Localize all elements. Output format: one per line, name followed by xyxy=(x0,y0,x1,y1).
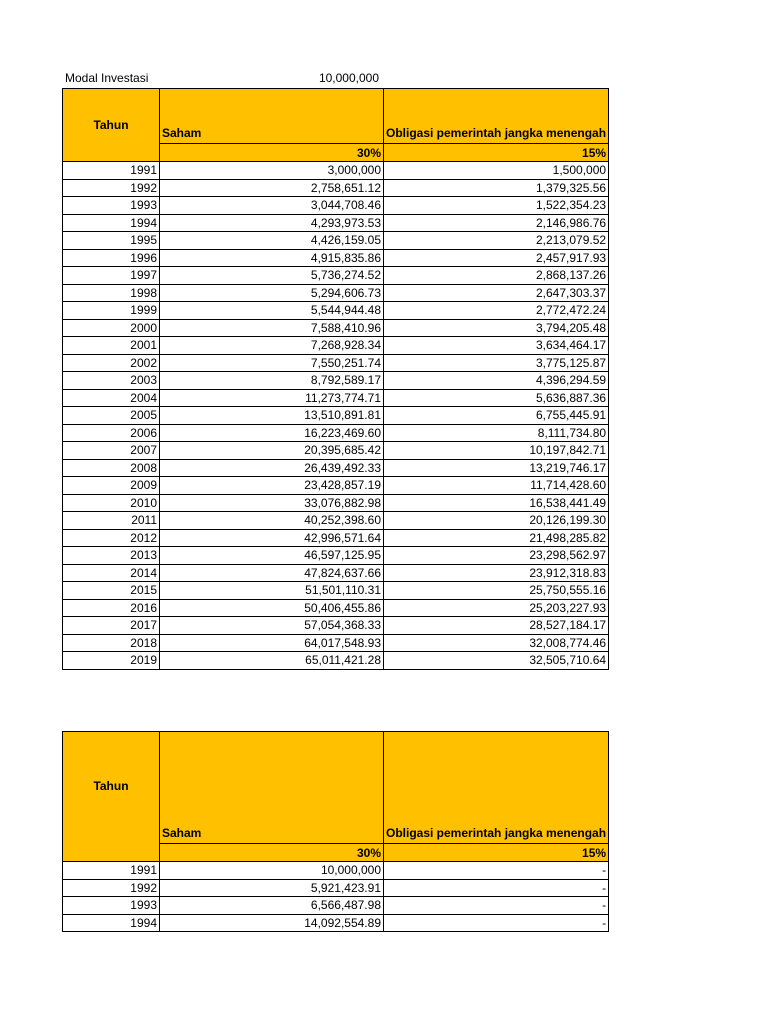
cell-year[interactable]: 2005 xyxy=(63,407,160,425)
cell-saham[interactable]: 14,092,554.89 xyxy=(160,914,384,932)
cell-saham[interactable]: 4,915,835.86 xyxy=(160,249,384,267)
table-row xyxy=(63,407,609,425)
cell-year[interactable]: 1991 xyxy=(63,862,160,880)
header-saham[interactable]: Saham xyxy=(160,732,384,844)
table-row xyxy=(63,582,609,600)
cell-saham[interactable]: 10,000,000 xyxy=(160,862,384,880)
cell-saham[interactable]: 7,550,251.74 xyxy=(160,354,384,372)
cell-obligasi[interactable]: 1,500,000 xyxy=(384,162,609,180)
cell-year[interactable]: 1998 xyxy=(63,284,160,302)
cell-saham[interactable]: 2,758,651.12 xyxy=(160,179,384,197)
cell-saham[interactable]: 6,566,487.98 xyxy=(160,897,384,915)
cell-saham[interactable]: 3,000,000 xyxy=(160,162,384,180)
cell-obligasi[interactable]: 3,634,464.17 xyxy=(384,337,609,355)
percent-saham[interactable]: 30% xyxy=(160,844,384,862)
cell-year[interactable]: 2015 xyxy=(63,582,160,600)
cell-year[interactable]: 2016 xyxy=(63,599,160,617)
modal-investasi-label: Modal Investasi xyxy=(65,71,149,85)
cell-obligasi[interactable]: 1,522,354.23 xyxy=(384,197,609,215)
cell-obligasi[interactable]: 8,111,734.80 xyxy=(384,424,609,442)
cell-saham[interactable]: 5,736,274.52 xyxy=(160,267,384,285)
cell-obligasi[interactable]: 25,750,555.16 xyxy=(384,582,609,600)
cell-obligasi[interactable]: 6,755,445.91 xyxy=(384,407,609,425)
table-row xyxy=(63,179,609,197)
cell-obligasi[interactable]: 16,538,441.49 xyxy=(384,494,609,512)
table-row xyxy=(63,354,609,372)
cell-saham[interactable]: 11,273,774.71 xyxy=(160,389,384,407)
table-row xyxy=(63,372,609,390)
table-row xyxy=(63,424,609,442)
header-tahun[interactable]: Tahun xyxy=(63,89,160,162)
cell-saham[interactable]: 51,501,110.31 xyxy=(160,582,384,600)
cell-year[interactable]: 2010 xyxy=(63,494,160,512)
cell-obligasi[interactable]: 4,396,294.59 xyxy=(384,372,609,390)
header-saham[interactable]: Saham xyxy=(160,89,384,144)
cell-saham[interactable]: 3,044,708.46 xyxy=(160,197,384,215)
cell-saham[interactable]: 57,054,368.33 xyxy=(160,617,384,635)
investment-table-2 xyxy=(62,731,609,932)
cell-obligasi[interactable]: 13,219,746.17 xyxy=(384,459,609,477)
investment-table-1 xyxy=(62,88,609,670)
cell-year[interactable]: 2008 xyxy=(63,459,160,477)
cell-year[interactable]: 1991 xyxy=(63,162,160,180)
table-row xyxy=(63,862,609,880)
cell-obligasi[interactable]: 1,379,325.56 xyxy=(384,179,609,197)
cell-year[interactable]: 1995 xyxy=(63,232,160,250)
table-row xyxy=(63,337,609,355)
percent-saham[interactable]: 30% xyxy=(160,144,384,162)
table-row xyxy=(63,617,609,635)
table-row xyxy=(63,512,609,530)
cell-year[interactable]: 2013 xyxy=(63,547,160,565)
cell-saham[interactable]: 4,426,159.05 xyxy=(160,232,384,250)
header-obligasi[interactable]: Obligasi pemerintah jangka menengah xyxy=(384,89,609,144)
table-row xyxy=(63,564,609,582)
cell-obligasi[interactable]: 23,298,562.97 xyxy=(384,547,609,565)
table-row xyxy=(63,914,609,932)
cell-year[interactable]: 2009 xyxy=(63,477,160,495)
cell-saham[interactable]: 33,076,882.98 xyxy=(160,494,384,512)
cell-year[interactable]: 2012 xyxy=(63,529,160,547)
table-row xyxy=(63,634,609,652)
cell-obligasi[interactable]: - xyxy=(384,897,609,915)
percent-obligasi[interactable]: 15% xyxy=(384,844,609,862)
cell-saham[interactable]: 20,395,685.42 xyxy=(160,442,384,460)
percent-obligasi[interactable]: 15% xyxy=(384,144,609,162)
cell-obligasi[interactable]: - xyxy=(384,914,609,932)
table-row xyxy=(63,319,609,337)
cell-saham[interactable]: 5,544,944.48 xyxy=(160,302,384,320)
table-row xyxy=(63,897,609,915)
table-row xyxy=(63,529,609,547)
cell-year[interactable]: 1992 xyxy=(63,879,160,897)
table-row xyxy=(63,197,609,215)
cell-obligasi[interactable]: 28,527,184.17 xyxy=(384,617,609,635)
table-row xyxy=(63,284,609,302)
cell-saham[interactable]: 50,406,455.86 xyxy=(160,599,384,617)
cell-saham[interactable]: 7,268,928.34 xyxy=(160,337,384,355)
cell-obligasi[interactable]: 21,498,285.82 xyxy=(384,529,609,547)
cell-saham[interactable]: 23,428,857.19 xyxy=(160,477,384,495)
cell-saham[interactable]: 7,588,410.96 xyxy=(160,319,384,337)
table-row xyxy=(63,442,609,460)
cell-year[interactable]: 2000 xyxy=(63,319,160,337)
cell-obligasi[interactable]: 10,197,842.71 xyxy=(384,442,609,460)
cell-obligasi[interactable]: 3,794,205.48 xyxy=(384,319,609,337)
cell-saham[interactable]: 16,223,469.60 xyxy=(160,424,384,442)
cell-saham[interactable]: 5,294,606.73 xyxy=(160,284,384,302)
cell-year[interactable]: 2019 xyxy=(63,652,160,670)
cell-saham[interactable]: 4,293,973.53 xyxy=(160,214,384,232)
cell-year[interactable]: 1994 xyxy=(63,914,160,932)
cell-saham[interactable]: 47,824,637.66 xyxy=(160,564,384,582)
cell-year[interactable]: 2017 xyxy=(63,617,160,635)
cell-year[interactable]: 1996 xyxy=(63,249,160,267)
table-row xyxy=(63,547,609,565)
modal-investasi-row xyxy=(63,69,381,87)
cell-year[interactable]: 2001 xyxy=(63,337,160,355)
cell-saham[interactable]: 46,597,125.95 xyxy=(160,547,384,565)
cell-saham[interactable]: 5,921,423.91 xyxy=(160,879,384,897)
cell-saham[interactable]: 8,792,589.17 xyxy=(160,372,384,390)
table-row xyxy=(63,267,609,285)
cell-year[interactable]: 1997 xyxy=(63,267,160,285)
cell-obligasi[interactable]: 5,636,887.36 xyxy=(384,389,609,407)
cell-obligasi[interactable]: 2,868,137.26 xyxy=(384,267,609,285)
cell-obligasi[interactable]: 2,647,303.37 xyxy=(384,284,609,302)
table-row xyxy=(63,232,609,250)
header-obligasi[interactable]: Obligasi pemerintah jangka menengah xyxy=(384,732,609,844)
cell-obligasi[interactable]: 2,146,986.76 xyxy=(384,214,609,232)
cell-obligasi[interactable]: 11,714,428.60 xyxy=(384,477,609,495)
cell-saham[interactable]: 13,510,891.81 xyxy=(160,407,384,425)
cell-year[interactable]: 2014 xyxy=(63,564,160,582)
cell-obligasi[interactable]: 32,505,710.64 xyxy=(384,652,609,670)
cell-obligasi[interactable]: 25,203,227.93 xyxy=(384,599,609,617)
cell-obligasi[interactable]: 23,912,318.83 xyxy=(384,564,609,582)
cell-year[interactable]: 1999 xyxy=(63,302,160,320)
cell-year[interactable]: 2018 xyxy=(63,634,160,652)
cell-year[interactable]: 1993 xyxy=(63,897,160,915)
header-tahun[interactable]: Tahun xyxy=(63,732,160,862)
table-row xyxy=(63,494,609,512)
cell-year[interactable]: 2003 xyxy=(63,372,160,390)
table-row xyxy=(63,249,609,267)
cell-year[interactable]: 2007 xyxy=(63,442,160,460)
cell-obligasi[interactable]: 32,008,774.46 xyxy=(384,634,609,652)
modal-investasi-value[interactable]: 10,000,000 xyxy=(318,71,379,85)
cell-saham[interactable]: 26,439,492.33 xyxy=(160,459,384,477)
cell-saham[interactable]: 65,011,421.28 xyxy=(160,652,384,670)
table-row xyxy=(63,879,609,897)
cell-year[interactable]: 1992 xyxy=(63,179,160,197)
cell-obligasi[interactable]: 2,457,917.93 xyxy=(384,249,609,267)
cell-obligasi[interactable]: 2,772,472.24 xyxy=(384,302,609,320)
cell-saham[interactable]: 40,252,398.60 xyxy=(160,512,384,530)
table-row xyxy=(63,214,609,232)
cell-year[interactable]: 1994 xyxy=(63,214,160,232)
cell-year[interactable]: 2002 xyxy=(63,354,160,372)
cell-obligasi[interactable]: - xyxy=(384,862,609,880)
cell-obligasi[interactable]: 2,213,079.52 xyxy=(384,232,609,250)
cell-saham[interactable]: 64,017,548.93 xyxy=(160,634,384,652)
table-row xyxy=(63,599,609,617)
cell-obligasi[interactable]: - xyxy=(384,879,609,897)
table-row xyxy=(63,302,609,320)
table-row xyxy=(63,477,609,495)
cell-saham[interactable]: 42,996,571.64 xyxy=(160,529,384,547)
cell-year[interactable]: 2006 xyxy=(63,424,160,442)
table-row xyxy=(63,162,609,180)
cell-obligasi[interactable]: 20,126,199.30 xyxy=(384,512,609,530)
table-row xyxy=(63,459,609,477)
cell-year[interactable]: 2011 xyxy=(63,512,160,530)
cell-year[interactable]: 2004 xyxy=(63,389,160,407)
cell-year[interactable]: 1993 xyxy=(63,197,160,215)
table-row xyxy=(63,389,609,407)
cell-obligasi[interactable]: 3,775,125.87 xyxy=(384,354,609,372)
table-row xyxy=(63,652,609,670)
